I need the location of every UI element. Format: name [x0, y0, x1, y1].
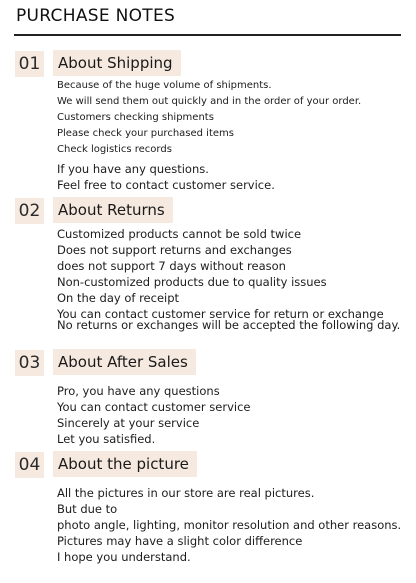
section-line: photo angle, lighting, monitor resolution and other reasons. [57, 518, 402, 532]
section-line: Non-customized products due to quality issues [57, 275, 327, 289]
title-divider [14, 34, 401, 36]
section-line: We will send them out quickly and in the order of your order. [57, 96, 362, 107]
section-line: does not support 7 days without reason [57, 259, 286, 273]
section-line: Check logistics records [57, 144, 172, 155]
section-line: Please check your purchased items [57, 128, 234, 139]
section-line: Let you satisfied. [57, 432, 156, 446]
section-line: Pictures may have a slight color difference [57, 534, 303, 548]
section-line: On the day of receipt [57, 291, 180, 305]
section-line: You can contact customer service for return or exchange [57, 307, 384, 321]
section-line: Pro, you have any questions [57, 384, 220, 398]
section-number: 02 [15, 198, 44, 224]
section-line: Does not support returns and exchanges [57, 243, 292, 257]
section-number: 01 [15, 51, 44, 77]
section-line: Customers checking shipments [57, 112, 214, 123]
section-line: You can contact customer service [57, 400, 251, 414]
section-number: 04 [15, 452, 44, 478]
section-line: No returns or exchanges will be accepted the following day. [57, 318, 401, 332]
page-title: PURCHASE NOTES [16, 6, 176, 26]
section-line: If you have any questions. [57, 162, 209, 176]
section-line: Because of the huge volume of shipments. [57, 80, 272, 91]
section-line: I hope you understand. [57, 550, 191, 564]
section-heading-returns: About Returns [53, 197, 173, 223]
section-line: All the pictures in our store are real pictures. [57, 486, 315, 500]
section-heading-after-sales: About After Sales [53, 349, 196, 375]
section-line: But due to [57, 502, 118, 516]
section-line: Sincerely at your service [57, 416, 200, 430]
section-number: 03 [15, 350, 44, 376]
section-line: Customized products cannot be sold twice [57, 227, 302, 241]
section-heading-shipping: About Shipping [53, 50, 181, 76]
section-heading-picture: About the picture [53, 451, 197, 477]
section-line: Feel free to contact customer service. [57, 178, 275, 192]
